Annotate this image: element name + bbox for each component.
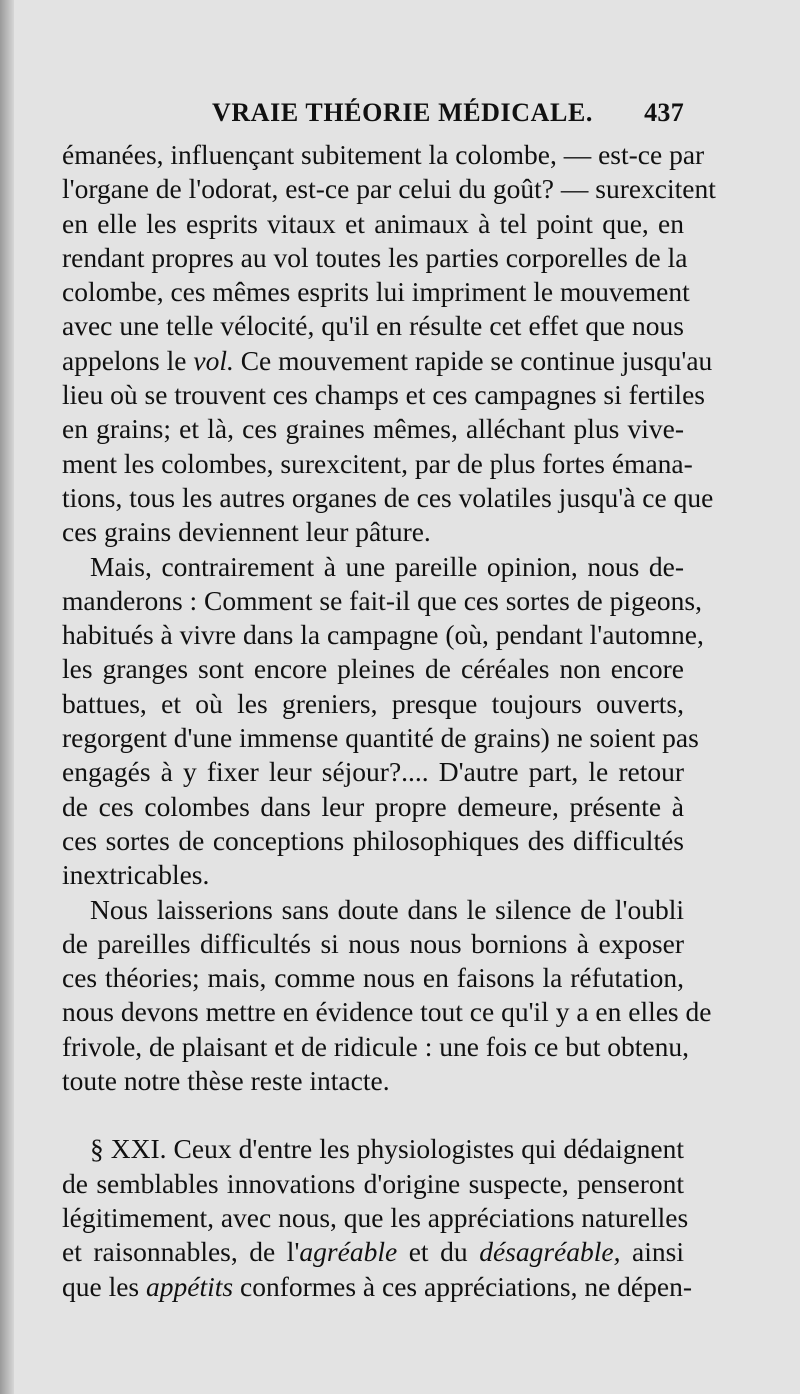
paragraph <box>62 550 704 893</box>
text-line: et raisonnables, de l'agréable et du désagréable, ainsi <box>62 1236 684 1268</box>
text-line: engagés à y fixer leur séjour?.... D'autre part, le retour <box>62 756 684 788</box>
text-line: § XXI. Ceux d'entre les physiologistes qui dédaignent <box>90 1133 684 1165</box>
text-line: colombe, ces mêmes esprits lui impriment le mouvement <box>62 276 690 308</box>
text-line: de semblables innovations d'origine suspecte, penseront <box>62 1167 684 1199</box>
text-line: que les appétits conformes à ces appréciations, ne dépen- <box>62 1270 693 1302</box>
text-line: ces théories; mais, comme nous en faisons la réfutation, <box>62 962 684 994</box>
text-line: appelons le vol. Ce mouvement rapide se continue jusqu'au <box>62 344 713 376</box>
text-line: toute notre thèse reste intacte. <box>62 1065 390 1097</box>
text-line: Mais, contrairement à une pareille opinion, nous de- <box>90 550 684 582</box>
text-line: frivole, de plaisant et de ridicule : une fois ce but obtenu, <box>62 1030 689 1062</box>
text-line: avec une telle vélocité, qu'il en résulte cet effet que nous <box>62 310 684 342</box>
text-line: lieu où se trouvent ces champs et ces campagnes si fertiles <box>62 379 705 411</box>
text-line: inextricables. <box>62 859 210 891</box>
text-line: battues, et où les greniers, presque toujours ouverts, <box>62 687 684 719</box>
text-line: tions, tous les autres organes de ces volatiles jusqu'à ce que <box>62 481 714 513</box>
text-line: de pareilles difficultés si nous nous bornions à exposer <box>62 927 684 959</box>
text-line: de ces colombes dans leur propre demeure, présente à <box>62 790 684 822</box>
text-line: Nous laisserions sans doute dans le silence de l'oubli <box>90 893 684 925</box>
text-line: légitimement, avec nous, que les appréciations naturelles <box>62 1201 689 1233</box>
paragraph-spacer <box>62 1098 684 1132</box>
text-line: habitués à vivre dans la campagne (où, pendant l'automne, <box>62 619 704 651</box>
running-title: VRAIE THÉORIE MÉDICALE. <box>212 98 593 127</box>
text-line: ces sortes de conceptions philosophiques des difficultés <box>62 824 684 856</box>
text-line: l'organe de l'odorat, est-ce par celui du goût? — surexcitent <box>62 173 716 205</box>
running-header <box>62 98 684 138</box>
text-line: ces grains deviennent leur pâture. <box>62 516 431 548</box>
text-line: les granges sont encore pleines de céréales non encore <box>62 653 684 685</box>
page-number: 437 <box>644 98 684 127</box>
text-line: en elle les esprits vitaux et animaux à tel point que, en <box>62 207 684 239</box>
page-binding-edge <box>0 0 14 1394</box>
text-line: ment les colombes, surexcitent, par de plus fortes émana- <box>62 447 693 479</box>
page-content <box>62 98 716 1304</box>
paragraph <box>62 138 716 550</box>
text-line: émanées, influençant subitement la colombe, — est-ce par <box>62 139 705 170</box>
text-line: rendant propres au vol toutes les parties corporelles de la <box>62 241 688 273</box>
paragraph <box>62 893 712 1099</box>
text-line: nous devons mettre en évidence tout ce qu'il y a en elles de <box>62 996 712 1028</box>
text-line: en grains; et là, ces graines mêmes, alléchant plus vive- <box>62 413 684 445</box>
text-line: regorgent d'une immense quantité de grains) ne soient pas <box>62 722 699 754</box>
body-text <box>62 138 716 1304</box>
paragraph <box>62 1132 693 1303</box>
text-line: manderons : Comment se fait-il que ces sortes de pigeons, <box>62 584 702 616</box>
